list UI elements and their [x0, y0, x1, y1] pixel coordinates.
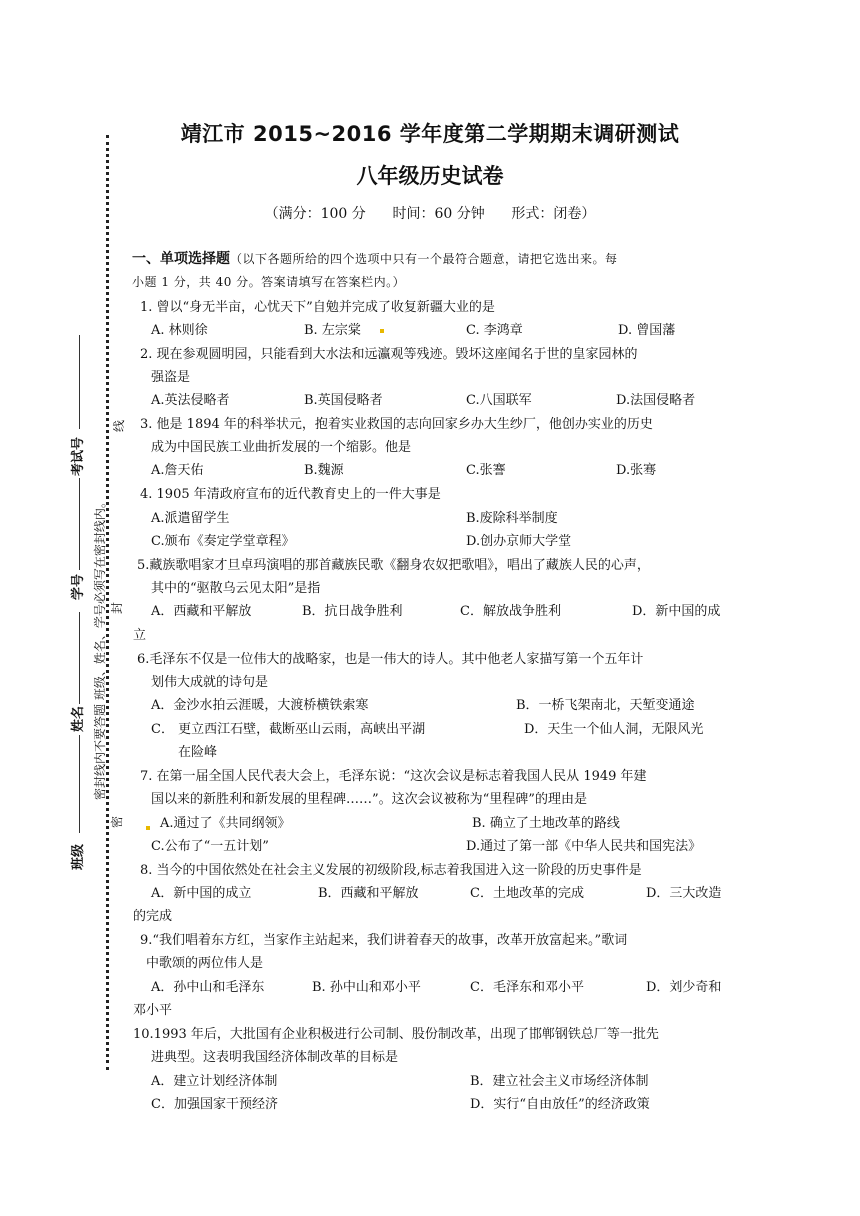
question-line: 中歌颂的两位伟人是 [146, 956, 264, 971]
section-note-a: （以下各题所给的四个选项中只有一个最符合题意，请把它选出来。每 [230, 252, 618, 266]
scan-speck [146, 826, 150, 830]
name-label: 姓名 [71, 705, 86, 732]
seal-mi: 密 [110, 815, 124, 828]
option-text: C. 李鸿章 [466, 323, 523, 338]
option-text: C.颁布《奏定学堂章程》 [151, 534, 295, 549]
option-text: B.废除科举制度 [466, 511, 558, 526]
exam-subtitle: 八年级历史试卷 [356, 164, 504, 188]
option-text: D．天生一个仙人洞，无限风光 [524, 722, 704, 737]
option-text: A. 林则徐 [151, 323, 208, 338]
question-line: 1. 曾以“身无半亩，心忧天下”自勉并完成了收复新疆大业的是 [140, 300, 495, 315]
question-line: 7. 在第一届全国人民代表大会上，毛泽东说：“这次会议是标志着我国人民从 1949 年建 [140, 769, 647, 784]
option-text: 的完成 [133, 909, 173, 924]
option-text: D.创办京师大学堂 [466, 534, 572, 549]
option-text: 立 [133, 628, 147, 643]
option-text: D.通过了第一部《中华人民共和国宪法》 [466, 839, 702, 854]
option-text: C．解放战争胜利 [460, 604, 561, 619]
option-text: C.八国联军 [466, 393, 532, 408]
question-line: 8. 当今的中国依然处在社会主义发展的初级阶段,标志着我国进入这一阶段的历史事件是 [140, 863, 642, 878]
option-text: D.法国侵略者 [616, 393, 696, 408]
option-text: A．金沙水拍云涯暖，大渡桥横铁索寒 [151, 698, 369, 713]
question-line: 2. 现在参观圆明园，只能看到大水法和远瀛观等残迹。毁坏这座闻名于世的皇家园林的 [140, 347, 638, 362]
option-text: D．新中国的成 [632, 604, 721, 619]
option-text: C.公布了“一五计划” [151, 839, 269, 854]
option-text: A．新中国的成立 [151, 886, 252, 901]
option-text: A．建立计划经济体制 [151, 1074, 278, 1089]
option-text: B. 孙中山和邓小平 [312, 980, 421, 995]
question-line: 9.“我们唱着东方红，当家作主站起来，我们讲着春天的故事，改革开放富起来。”歌词 [140, 933, 628, 948]
option-text: A.通过了《共同纲领》 [160, 816, 291, 831]
option-text: C.张謇 [466, 463, 506, 478]
option-text: C．加强国家干预经济 [151, 1097, 278, 1112]
option-text: B．西藏和平解放 [318, 886, 419, 901]
option-text: 在险峰 [178, 745, 218, 760]
option-text: B. 左宗棠 [304, 323, 361, 338]
option-text: D.张骞 [616, 463, 657, 478]
question-line: 成为中国民族工业曲折发展的一个缩影。他是 [151, 440, 412, 455]
option-text: A.英法侵略者 [151, 393, 230, 408]
question-line: 10.1993 年后，大批国有企业积极进行公司制、股份制改革，出现了邯郸钢铁总厂等一批先 [133, 1027, 659, 1042]
question-line: 6.毛泽东不仅是一位伟大的战略家，也是一伟大的诗人。其中他老人家描写第一个五年计 [137, 652, 644, 667]
option-text: B.魏源 [304, 463, 344, 478]
scan-speck [380, 329, 384, 333]
option-text: D．刘少奇和 [646, 980, 722, 995]
option-text: D．实行“自由放任”的经济政策 [470, 1097, 650, 1112]
question-line: 4. 1905 年清政府宣布的近代教育史上的一件大事是 [140, 487, 441, 502]
student-no-label: 学号 [71, 573, 86, 600]
name-line [79, 612, 80, 704]
section-header [132, 248, 732, 293]
option-text: B．建立社会主义市场经济体制 [470, 1074, 649, 1089]
option-text: A.派遣留学生 [151, 511, 230, 526]
question-line: 进典型。这表明我国经济体制改革的目标是 [151, 1050, 399, 1065]
section-note-b: 小题 1 分，共 40 分。答案请填写在答案栏内。） [132, 275, 406, 289]
option-text: B．一桥飞架南北，天堑变通途 [516, 698, 695, 713]
exam-no-label: 考试号 [71, 436, 86, 476]
class-line [79, 735, 80, 833]
student-no-line [79, 478, 80, 570]
option-text: D. 曾国藩 [618, 323, 676, 338]
option-text: A.詹天佑 [151, 463, 204, 478]
option-text: C．毛泽东和邓小平 [470, 980, 584, 995]
option-text: C． 更立西江石壁，截断巫山云雨，高峡出平湖 [151, 722, 426, 737]
option-text: A．孙中山和毛泽东 [151, 980, 265, 995]
seal-feng: 封 [110, 601, 124, 614]
section-heading: 一、单项选择题 [132, 251, 230, 267]
seal-note: 密封线内不要答题 班级、姓名、学号必须写在密封线内。 [93, 496, 107, 800]
option-text: B．抗日战争胜利 [302, 604, 403, 619]
exam-title: 靖江市 2015~2016 学年度第二学期期末调研测试 [180, 122, 680, 146]
question-line: 3. 他是 1894 年的科举状元，抱着实业救国的志向回家乡办大生纱厂，他创办实业的历史 [140, 417, 653, 432]
class-label: 班级 [71, 843, 86, 870]
exam-no-line [79, 335, 80, 429]
seal-xian: 线 [112, 419, 126, 432]
question-line: 5.藏族歌唱家才旦卓玛演唱的那首藏族民歌《翻身农奴把歌唱》，唱出了藏族人民的心声， [137, 558, 650, 573]
option-text: C．土地改革的完成 [470, 886, 584, 901]
question-line: 强盗是 [151, 370, 191, 385]
question-line: 其中的“驱散乌云见太阳”是指 [151, 581, 321, 596]
question-line: 国以来的新胜利和新发展的里程碑……”。这次会议被称为“里程碑”的理由是 [151, 792, 587, 807]
question-line: 划伟大成就的诗句是 [151, 675, 269, 690]
option-text: A．西藏和平解放 [151, 604, 252, 619]
option-text: D．三大改造 [646, 886, 722, 901]
option-text: B. 确立了土地改革的路线 [472, 816, 620, 831]
option-text: 邓小平 [133, 1003, 173, 1018]
option-text: B.英国侵略者 [304, 393, 383, 408]
exam-meta: （满分：100 分 时间：60 分钟 形式：闭卷） [264, 206, 596, 222]
